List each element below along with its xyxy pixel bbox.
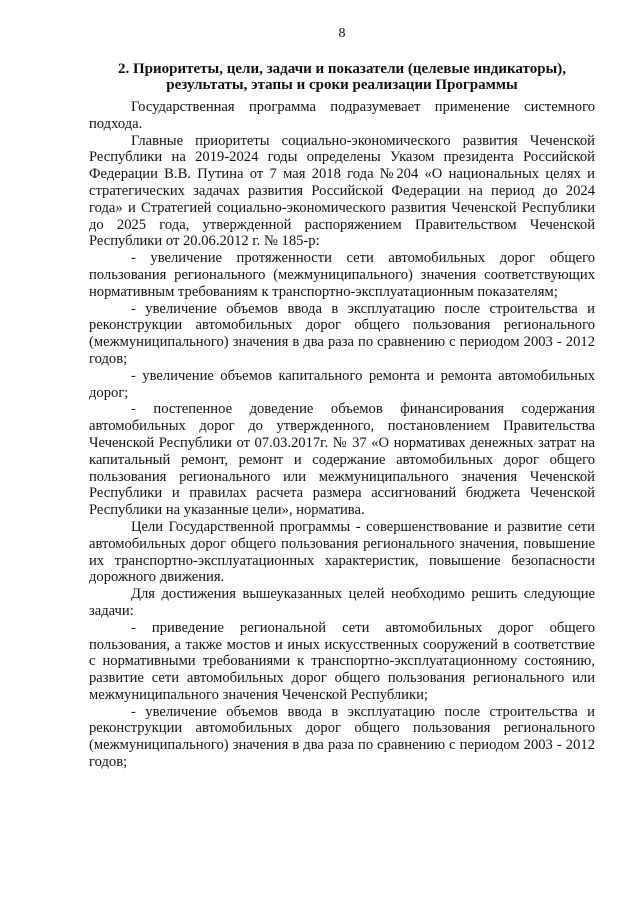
paragraph-program-goals: Цели Государственной программы - совершенствование и развитие сети автомобильных дорог общего пользования регионального значения, повышение их транспортно-эксплуатационных характеристик, повышение безопасности дорожного движения. — [89, 518, 595, 586]
list-item-construction-volume-2: - увеличение объемов ввода в эксплуатацию после строительства и реконструкции автомобильных дорог общего пользования регионального (межмуниципального) значения в два раза по сравнению с периодом 2003 - 2012 годов; — [89, 703, 595, 771]
section-heading-line-2: результаты, этапы и сроки реализации Программы — [166, 77, 518, 93]
list-item-road-network-length: - увеличение протяженности сети автомобильных дорог общего пользования регионального (межмуниципального) значения соответствующих нормативным требованиям к транспортно-эксплуатационным показателям; — [89, 250, 595, 300]
paragraph-tasks-intro: Для достижения вышеуказанных целей необходимо решить следующие задачи: — [89, 586, 595, 619]
section-heading-line-1: 2. Приоритеты, цели, задачи и показатели (целевые индикаторы), — [118, 61, 566, 77]
section-heading — [89, 61, 595, 93]
paragraph-priorities: Главные приоритеты социально-экономического развития Чеченской Республики на 2019-2024 годы определены Указом президента Российской Федерации В.В. Путина от 7 мая 2018 года №204 «О национальных целях и стратегических задачах развития Российской Федерации на период до 2024 года» и Стратегией социально-экономического развития Чеченской Республики до 2025 года, утвержденной распоряжением Правительством Чеченской Республики от 20.06.2012 г. № 185-р: — [89, 132, 595, 250]
document-page — [89, 26, 595, 771]
paragraph-intro: Государственная программа подразумевает применение системного подхода. — [89, 99, 595, 132]
list-item-network-compliance: - приведение региональной сети автомобильных дорог общего пользования, а также мостов и иных искусственных сооружений в соответствие с нормативными требованиями к транспортно-эксплуатационному состоянию, развитие сети автомобильных дорог общего пользования регионального или межмуниципального значения Чеченской Республики; — [89, 619, 595, 703]
page-number: 8 — [338, 26, 346, 41]
list-item-construction-volume: - увеличение объемов ввода в эксплуатацию после строительства и реконструкции автомобильных дорог общего пользования регионального (межмуниципального) значения в два раза по сравнению с периодом 2003 - 2012 годов; — [89, 300, 595, 367]
list-item-maintenance-funding: - постепенное доведение объемов финансирования содержания автомобильных дорог до утвержденного, постановлением Правительства Чеченской Республики от 07.03.2017г. № 37 «О нормативах денежных затрат на капитальный ремонт, ремонт и содержание автомобильных дорог общего пользования регионального или межмуниципального значения Чеченской Республики и правилах расчета размера ассигнований бюджета Чеченской Республики на указанные цели», норматива. — [89, 401, 595, 519]
list-item-repair-volume: - увеличение объемов капитального ремонта и ремонта автомобильных дорог; — [89, 367, 595, 401]
body-text — [89, 99, 595, 771]
